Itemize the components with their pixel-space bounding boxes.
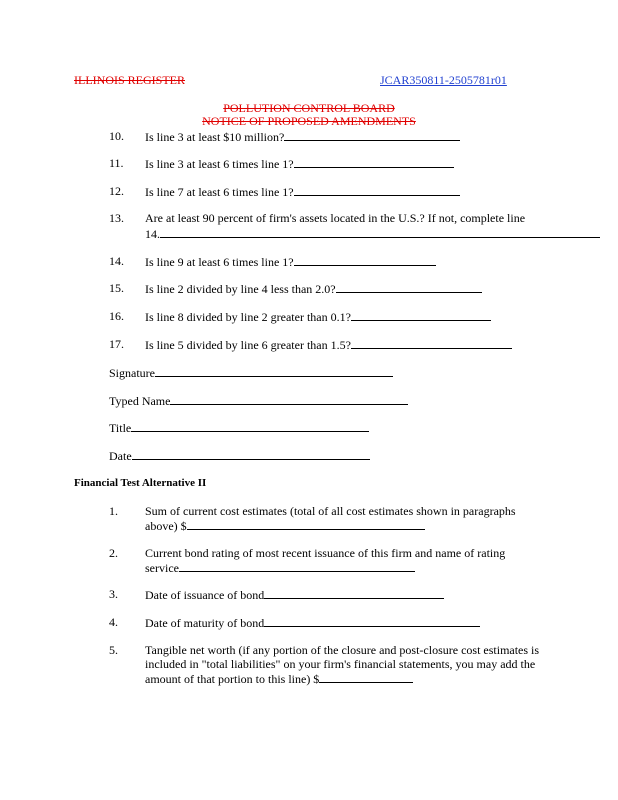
date-field[interactable] [132,448,370,460]
section-heading: Financial Test Alternative II [74,477,207,489]
answer-line[interactable] [319,671,413,683]
signature-field[interactable] [155,365,393,377]
board-title: POLLUTION CONTROL BOARD [223,101,395,115]
item-text-continued: above) $ [145,519,187,533]
answer-line[interactable] [351,337,512,349]
date-label: Date [109,449,132,463]
item-number: 16. [109,309,124,323]
item-text: Sum of current cost estimates (total of all cost estimates shown in paragraphs [145,504,516,518]
register-header: ILLINOIS REGISTER [74,73,185,87]
item-number: 5. [109,643,118,657]
answer-line[interactable] [264,587,444,599]
item-number: 13. [109,211,124,225]
answer-line[interactable] [294,184,460,196]
item-number: 2. [109,546,118,560]
item-number: 10. [109,129,124,143]
title-field[interactable] [131,420,369,432]
typed-name-field[interactable] [170,393,408,405]
item-text: Date of issuance of bond [145,588,265,602]
title-row [109,420,369,436]
date-row [109,448,370,464]
item-text-continued: included in "total liabilities" on your firm's financial statements, you may add the [145,657,536,671]
item-number: 1. [109,504,118,518]
item-text: Current bond rating of most recent issuance of this firm and name of rating [145,546,506,560]
signature-label: Signature [109,366,155,380]
item-text-continued: amount of that portion to this line) $ [145,672,320,686]
item-text: Are at least 90 percent of firm's assets located in the U.S.? If not, complete line [145,211,526,225]
item-text: Is line 2 divided by line 4 less than 2.0? [145,282,336,296]
answer-line[interactable] [179,560,415,572]
answer-line[interactable] [336,281,482,293]
answer-line[interactable] [264,615,480,627]
item-text: Is line 9 at least 6 times line 1? [145,255,294,269]
answer-line[interactable] [187,518,425,530]
item-number: 15. [109,281,124,295]
item-text: Tangible net worth (if any portion of the closure and post-closure cost estimates is [145,643,540,657]
item-text: Is line 8 divided by line 2 greater than 0.1? [145,310,351,324]
item-number: 4. [109,615,118,629]
item-number: 3. [109,587,118,601]
document-id-link[interactable]: JCAR350811-2505781r01 [380,73,507,87]
signature-row [109,365,393,381]
item-number: 14. [109,254,124,268]
item-text: Date of maturity of bond [145,616,265,630]
answer-line[interactable] [294,254,436,266]
item-number: 17. [109,337,124,351]
answer-line[interactable] [294,156,454,168]
item-number: 11. [109,156,124,170]
answer-line[interactable] [160,226,600,238]
answer-line[interactable] [351,309,491,321]
notice-title: NOTICE OF PROPOSED AMENDMENTS [202,114,416,128]
title-label: Title [109,421,132,435]
item-text-continued: 14. [145,227,160,241]
item-text-continued: service [145,561,179,575]
item-text: Is line 5 divided by line 6 greater than 1.5? [145,338,351,352]
item-number: 12. [109,184,124,198]
item-text: Is line 3 at least $10 million? [145,130,285,144]
typed-name-row [109,393,408,409]
typed-name-label: Typed Name [109,394,171,408]
item-text: Is line 3 at least 6 times line 1? [145,157,294,171]
answer-line[interactable] [284,129,460,141]
item-text: Is line 7 at least 6 times line 1? [145,185,294,199]
